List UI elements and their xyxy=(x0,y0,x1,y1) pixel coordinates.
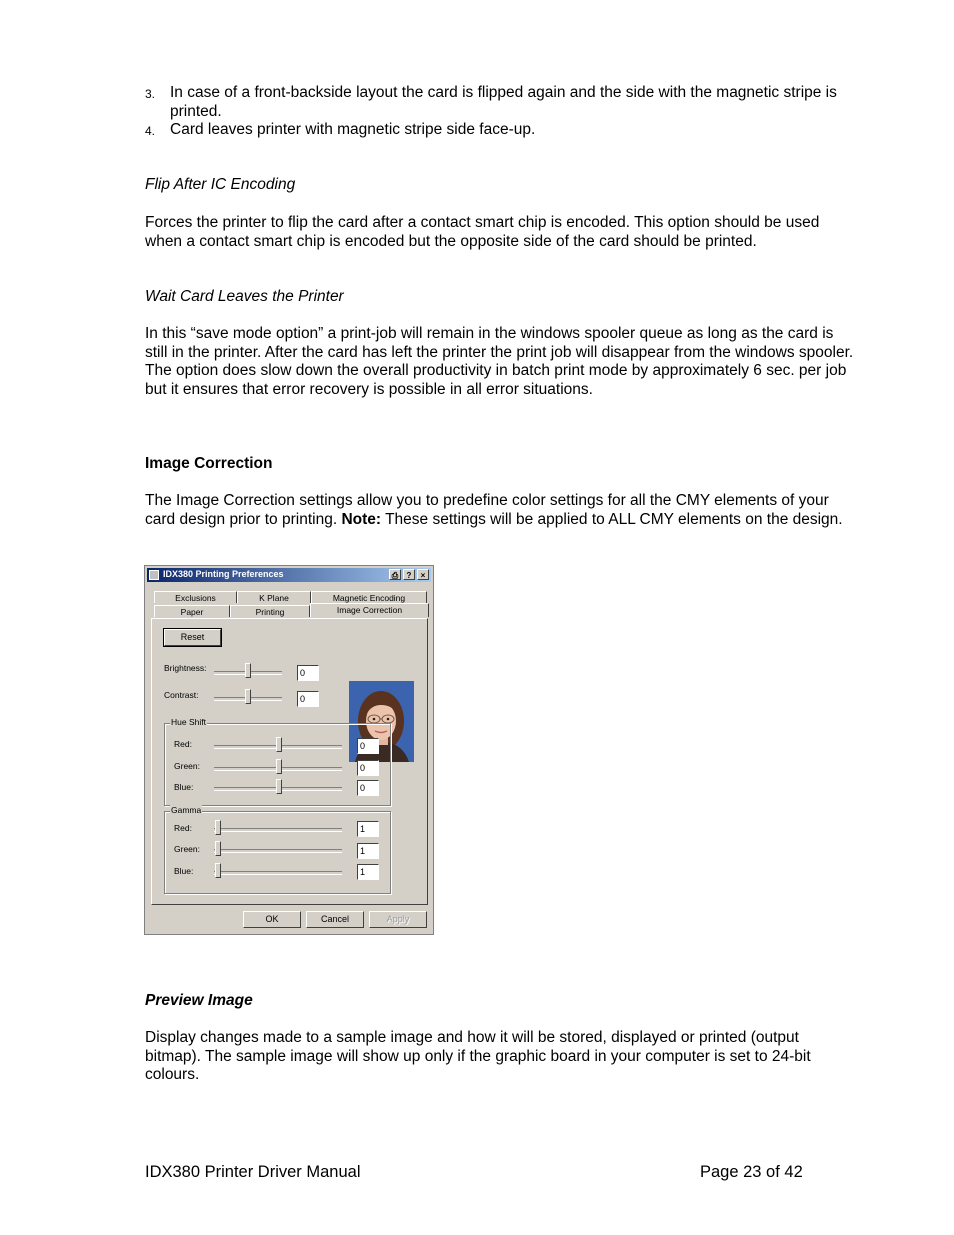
gamma-red-label: Red: xyxy=(174,823,192,833)
flip-after-ic-heading: Flip After IC Encoding xyxy=(145,176,296,193)
dialog-title: IDX380 Printing Preferences xyxy=(163,569,284,579)
brightness-slider[interactable] xyxy=(245,663,251,678)
brightness-label: Brightness: xyxy=(164,663,207,673)
hue-blue-slider[interactable] xyxy=(276,779,282,794)
hue-red-label: Red: xyxy=(174,739,192,749)
dialog-titlebar xyxy=(147,568,431,582)
note-label: Note: xyxy=(341,510,382,528)
contrast-slider[interactable] xyxy=(245,689,251,704)
hue-red-slider[interactable] xyxy=(276,737,282,752)
wait-card-heading: Wait Card Leaves the Printer xyxy=(145,288,344,305)
cancel-button[interactable]: Cancel xyxy=(306,911,364,928)
printer-icon xyxy=(149,570,159,580)
list-number: 4. xyxy=(145,124,156,138)
footer-title: IDX380 Printer Driver Manual xyxy=(145,1163,361,1181)
gamma-green-slider[interactable] xyxy=(215,841,221,856)
image-correction-heading: Image Correction xyxy=(145,455,273,472)
list-number: 3. xyxy=(145,87,156,101)
gamma-blue-input[interactable]: 1 xyxy=(357,864,379,880)
gamma-green-input[interactable]: 1 xyxy=(357,843,379,859)
wait-card-body: In this “save mode option” a print-job will remain in the windows spooler queue as long as the card is still in the printer. After the card has left the printer the print job will disappear from the windows spooler. The option does slow down the overall productivity in batch print mode by approximately 6 sec. per job but it ensures that error recovery is possible in all error situations. xyxy=(145,325,854,398)
brightness-input[interactable]: 0 xyxy=(297,665,319,681)
hue-shift-title: Hue Shift xyxy=(171,717,206,727)
gamma-red-input[interactable]: 1 xyxy=(357,821,379,837)
tab-image-correction[interactable]: Image Correction xyxy=(310,603,429,617)
list-item: In case of a front-backside layout the card is flipped again and the side with the magnetic stripe is printed. xyxy=(170,84,837,120)
contrast-label: Contrast: xyxy=(164,690,199,700)
gamma-green-label: Green: xyxy=(174,844,200,854)
image-correction-text-a: The Image Correction settings allow you to predefine color settings for all the CMY elements of your card design prior to printing. xyxy=(145,492,829,528)
tab-k-plane[interactable]: K Plane xyxy=(237,591,311,603)
gamma-blue-slider[interactable] xyxy=(215,863,221,878)
gamma-title: Gamma xyxy=(171,805,202,815)
tab-paper[interactable]: Paper xyxy=(154,605,230,617)
gamma-red-track xyxy=(214,828,342,832)
reset-button[interactable]: Reset xyxy=(164,629,221,646)
hue-green-slider[interactable] xyxy=(276,759,282,774)
gamma-green-track xyxy=(214,849,342,853)
preview-image-heading: Preview Image xyxy=(145,992,253,1009)
help-button[interactable]: ? xyxy=(403,569,415,580)
image-correction-panel xyxy=(151,618,428,905)
close-button[interactable]: × xyxy=(417,569,429,580)
footer-page-number: Page 23 of 42 xyxy=(700,1163,803,1181)
flip-after-ic-body: Forces the printer to flip the card after a contact smart chip is encoded. This option should be used when a contact smart chip is encoded but the opposite side of the card should be printed. xyxy=(145,214,820,250)
hue-green-label: Green: xyxy=(174,761,200,771)
list-item: Card leaves printer with magnetic stripe side face-up. xyxy=(170,121,536,138)
tab-exclusions[interactable]: Exclusions xyxy=(154,591,237,603)
print-icon[interactable]: ⎙ xyxy=(389,569,401,580)
image-correction-body xyxy=(145,492,845,529)
gamma-blue-label: Blue: xyxy=(174,866,194,876)
ok-button[interactable]: OK xyxy=(243,911,301,928)
preview-image-body: Display changes made to a sample image and how it will be stored, displayed or printed (output bitmap). The sample image will show up only if the graphic board in your computer is set to 24-bit colours. xyxy=(145,1029,811,1083)
gamma-blue-track xyxy=(214,871,342,875)
contrast-input[interactable]: 0 xyxy=(297,691,319,707)
image-correction-text-b: These settings will be applied to ALL CMY elements on the design. xyxy=(381,510,843,528)
tab-magnetic-encoding[interactable]: Magnetic Encoding xyxy=(311,591,427,603)
apply-button[interactable]: Apply xyxy=(369,911,427,928)
tab-printing[interactable]: Printing xyxy=(230,605,310,617)
hue-green-input[interactable]: 0 xyxy=(357,760,379,776)
gamma-red-slider[interactable] xyxy=(215,820,221,835)
hue-blue-label: Blue: xyxy=(174,782,194,792)
printing-preferences-dialog xyxy=(144,565,434,935)
hue-red-input[interactable]: 0 xyxy=(357,738,379,754)
hue-blue-input[interactable]: 0 xyxy=(357,780,379,796)
